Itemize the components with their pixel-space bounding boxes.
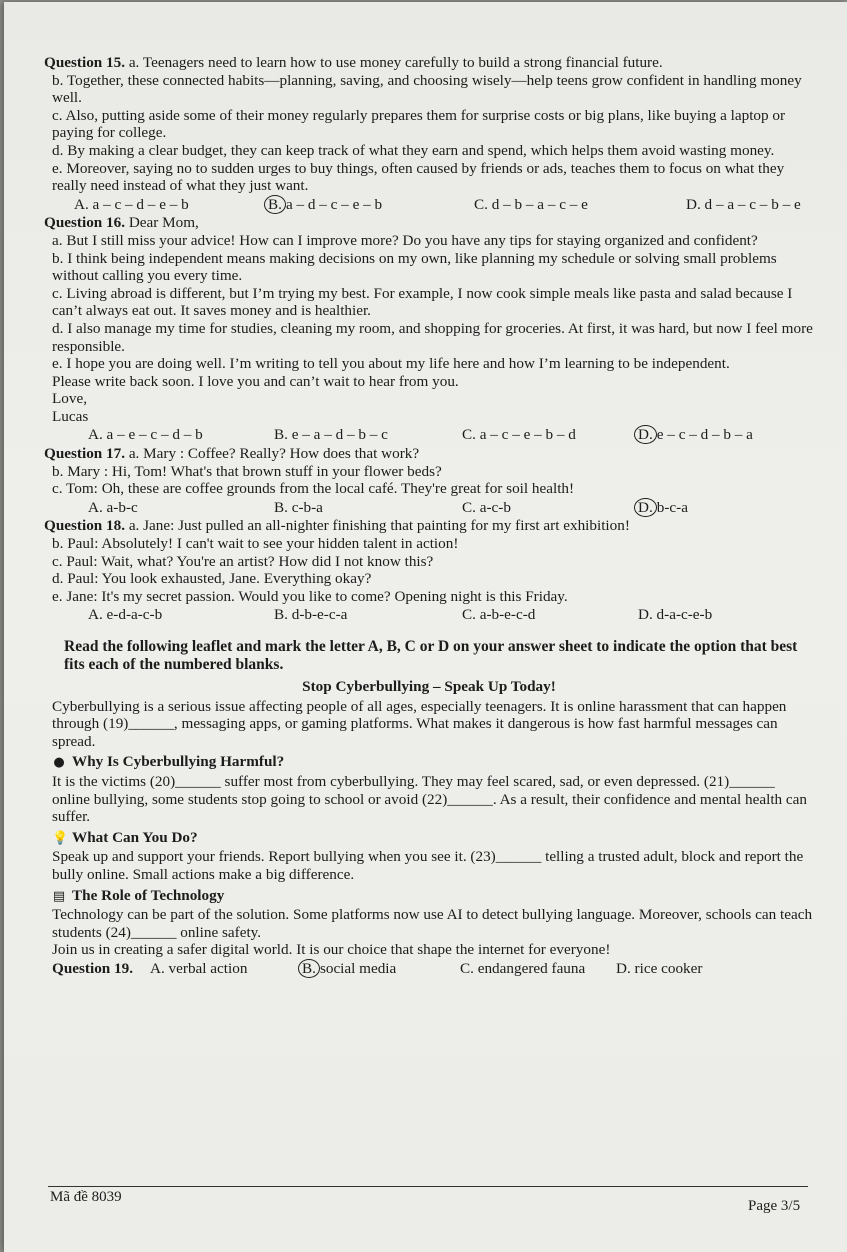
q15-item-a: Question 15. a. Teenagers need to learn how to use money carefully to build a strong financial future. bbox=[44, 54, 663, 71]
q15-item-e: e. Moreover, saying no to sudden urges to buy things, often caused by friends or ads, teaches them to focus on what they really need instead of what they just want. bbox=[52, 159, 785, 195]
leaflet-paragraph-1: Cyberbullying is a serious issue affecting people of all ages, especially teenagers. It is online harassment that can happen through (19)______, messaging apps, or gaming platforms. What makes it dangerous is how fast harmful messages can spread. bbox=[52, 697, 787, 750]
q15-option-b-circle: B. bbox=[264, 195, 286, 214]
circle-bullet-icon: ● bbox=[53, 755, 65, 771]
q19-option-b[interactable]: B. social media bbox=[302, 960, 460, 978]
q16-item-b: b. I think being independent means making decisions on my own, like planning my schedule or solving small problems without calling you every time. bbox=[52, 249, 777, 285]
q15-option-d[interactable]: D. d – a – c – b – e bbox=[686, 195, 801, 213]
q16-closing-line: Please write back soon. I love you and can’t wait to hear from you. bbox=[52, 372, 459, 390]
q16-signoff: Love, bbox=[52, 390, 88, 408]
device-icon: ▤ bbox=[52, 888, 66, 904]
leaflet-title: Stop Cyberbullying – Speak Up Today! bbox=[302, 678, 556, 695]
q19-option-d[interactable]: D. rice cooker bbox=[616, 959, 703, 977]
q16-header: Question 16. Dear Mom, bbox=[44, 214, 199, 232]
page-content bbox=[44, 54, 814, 979]
leaflet-heading-why: ● Why Is Cyberbullying Harmful? bbox=[53, 753, 285, 771]
q16-option-a[interactable]: A. a – e – c – d – b bbox=[88, 426, 203, 444]
q16-item-d: d. I also manage my time for studies, cleaning my room, and shopping for groceries. At first, it was hard, but now I feel more responsible. bbox=[52, 319, 813, 355]
q18-label: Question 18. bbox=[44, 517, 126, 535]
q18-item-d: d. Paul: You look exhausted, Jane. Everything okay? bbox=[52, 570, 372, 588]
q16-options bbox=[44, 426, 814, 444]
q16-option-c[interactable]: C. a – c – e – b – d bbox=[462, 426, 576, 444]
q18-option-a[interactable]: A. e-d-a-c-b bbox=[88, 606, 163, 624]
q17-item-a: Question 17. a. Mary : Coffee? Really? How does that work? bbox=[44, 445, 420, 463]
q18-item-a: Question 18. a. Jane: Just pulled an all-nighter finishing that painting for my first art exhibition! bbox=[44, 517, 630, 535]
lightbulb-icon: 💡 bbox=[52, 830, 69, 846]
reading-instruction: Read the following leaflet and mark the letter A, B, C or D on your answer sheet to indicate the option that best fits each of the numbered blanks. bbox=[64, 638, 798, 673]
q18-option-c[interactable]: C. a-b-e-c-d bbox=[462, 606, 536, 624]
q15-option-b[interactable]: B. a – d – c – e – b bbox=[268, 196, 474, 214]
q18-option-b[interactable]: B. d-b-e-c-a bbox=[274, 606, 348, 624]
leaflet-heading-what: 💡 What Can You Do? bbox=[52, 828, 198, 846]
q19-row bbox=[44, 960, 814, 978]
q17-option-c[interactable]: C. a-c-b bbox=[462, 498, 511, 516]
q17-options bbox=[44, 499, 814, 517]
q18-item-c: c. Paul: Wait, what? You're an artist? How did I not know this? bbox=[52, 552, 434, 570]
q17-item-c: c. Tom: Oh, these are coffee grounds from the local café. They're great for soil health! bbox=[52, 480, 575, 498]
q17-option-d-circle: D. bbox=[634, 498, 657, 517]
q19-option-a[interactable]: A. verbal action bbox=[150, 959, 248, 977]
q18-item-e: e. Jane: It's my secret passion. Would you like to come? Opening night is this Friday. bbox=[52, 587, 568, 605]
page-number: Page 3/5 bbox=[748, 1198, 801, 1214]
leaflet-paragraph-5: Join us in creating a safer digital world. It is our choice that shape the internet for everyone! bbox=[52, 941, 611, 959]
q17-option-d[interactable]: D. b-c-a bbox=[638, 499, 688, 517]
q18-option-d[interactable]: D. d-a-c-e-b bbox=[638, 606, 713, 624]
exam-code: Mã đề 8039 bbox=[50, 1189, 122, 1205]
q15-item-d: d. By making a clear budget, they can keep track of what they earn and spend, which helps them avoid wasting money. bbox=[52, 141, 775, 159]
q15-option-a[interactable]: A. a – c – d – e – b bbox=[74, 195, 189, 213]
q16-option-d-circle: D. bbox=[634, 425, 657, 444]
leaflet-paragraph-4: Technology can be part of the solution. Some platforms now use AI to detect bullying language. Moreover, schools can teach students (24)______ online safety. bbox=[52, 906, 813, 941]
leaflet-paragraph-2: It is the victims (20)______ suffer most from cyberbullying. They may feel scared, sad, or even depressed. (21)______ online bullying, some students stop going to school or avoid (22)______. As a result, their confidence and mental health can suffer. bbox=[52, 772, 808, 826]
exam-page bbox=[4, 2, 847, 1252]
q15-item-c: c. Also, putting aside some of their money regularly prepares them for surprise costs or big plans, like buying a laptop or paying for college. bbox=[52, 106, 786, 142]
q15-options bbox=[44, 196, 814, 214]
q15-item-b: b. Together, these connected habits—planning, saving, and choosing wisely—help teens grow confident in handling money well. bbox=[52, 71, 802, 107]
q19-option-b-circle: B. bbox=[298, 959, 320, 978]
q17-option-a[interactable]: A. a-b-c bbox=[88, 498, 138, 516]
q16-option-d[interactable]: D. e – c – d – b – a bbox=[638, 426, 753, 444]
q16-item-a: a. But I still miss your advice! How can I improve more? Do you have any tips for staying organized and confident? bbox=[52, 231, 758, 249]
q16-item-e: e. I hope you are doing well. I’m writing to tell you about my life here and how I’m learning to be independent. bbox=[52, 355, 730, 373]
q17-item-b: b. Mary : Hi, Tom! What's that brown stuff in your flower beds? bbox=[52, 462, 442, 480]
q17-option-b[interactable]: B. c-b-a bbox=[274, 498, 323, 516]
q18-options bbox=[44, 606, 814, 624]
leaflet-heading-tech: ▤ The Role of Technology bbox=[52, 886, 225, 904]
q19-label: Question 19. bbox=[52, 959, 134, 977]
q17-label: Question 17. bbox=[44, 445, 126, 463]
footer-divider bbox=[48, 1186, 808, 1187]
q16-signature: Lucas bbox=[52, 407, 89, 425]
q19-option-c[interactable]: C. endangered fauna bbox=[460, 959, 586, 977]
q16-label: Question 16. bbox=[44, 214, 126, 232]
q16-option-b[interactable]: B. e – a – d – b – c bbox=[274, 426, 388, 444]
q18-item-b: b. Paul: Absolutely! I can't wait to see your hidden talent in action! bbox=[52, 535, 459, 553]
q16-item-c: c. Living abroad is different, but I’m trying my best. For example, I now cook simple meals like pasta and salad because I can’t always eat out. It saves money and is healthier. bbox=[52, 284, 793, 320]
q15-option-c[interactable]: C. d – b – a – c – e bbox=[474, 195, 588, 213]
leaflet-paragraph-3: Speak up and support your friends. Report bullying when you see it. (23)______ telling a trusted adult, block and report the bully online. Small actions make a big difference. bbox=[52, 848, 804, 883]
q15-label: Question 15. bbox=[44, 54, 126, 71]
